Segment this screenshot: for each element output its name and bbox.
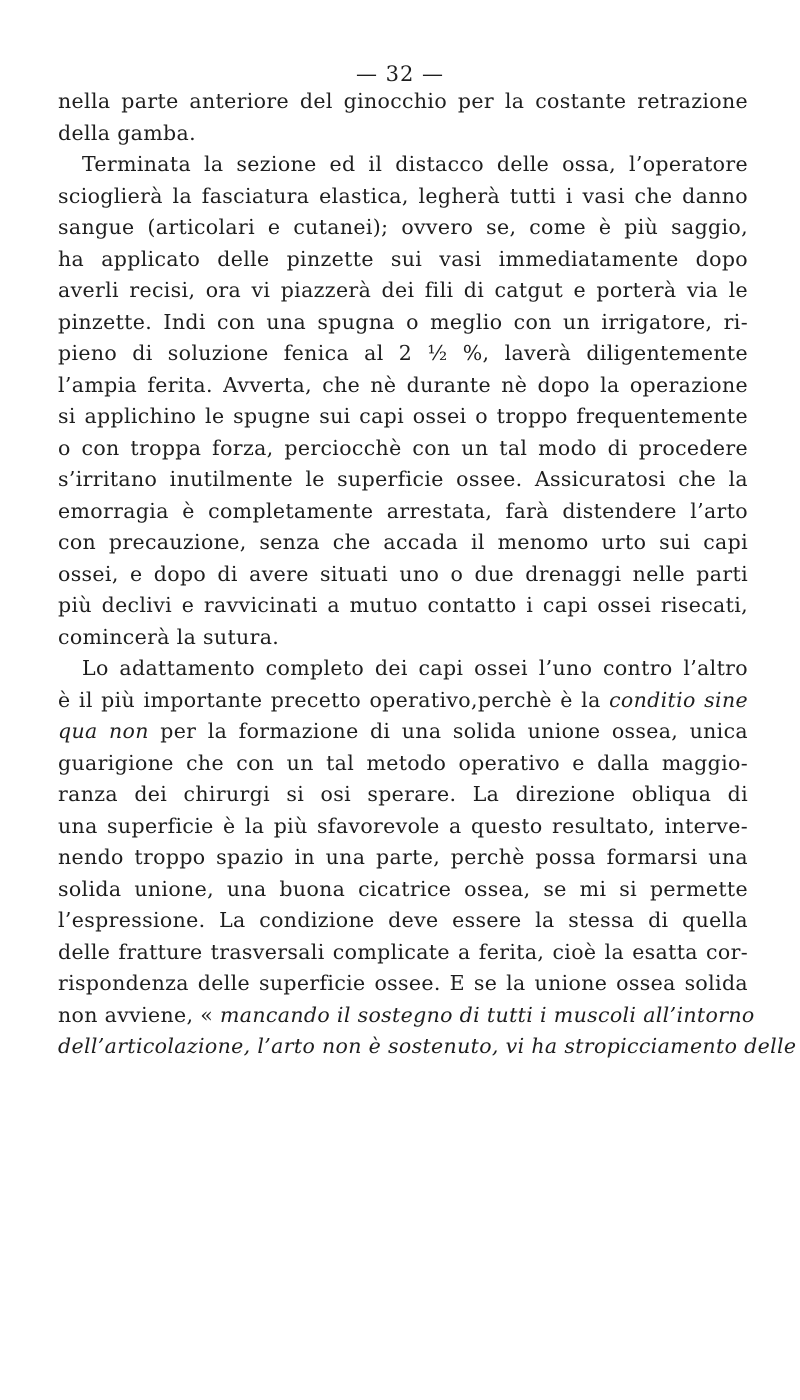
- text-line: [58, 433, 748, 465]
- text-segment: nella parte anteriore del ginocchio per la costante retrazione: [58, 89, 748, 113]
- text-segment: averli recisi, ora vi piazzerà dei fili di catgut e porterà via le: [58, 278, 748, 302]
- text-line: [58, 559, 748, 591]
- text-segment: è il più importante precetto operativo,perchè è la: [58, 687, 610, 712]
- text-line: [58, 1000, 755, 1032]
- text-line: [58, 275, 748, 307]
- text-line: [58, 905, 748, 937]
- text-segment: rispondenza delle superficie ossee. E se la unione ossea solida: [58, 971, 748, 995]
- text-segment: o con troppa forza, perciocchè con un tal modo di procedere: [58, 435, 748, 460]
- text-segment: con precauzione, senza che accada il menomo urto sui capi: [58, 530, 748, 554]
- text-line: [58, 464, 748, 496]
- text-line: [58, 527, 748, 559]
- text-segment: l’ampia ferita. Avverta, che nè durante nè dopo la operazione: [58, 372, 748, 397]
- text-segment: scioglierà la fasciatura elastica, legherà tutti i vasi che danno: [58, 183, 748, 208]
- italic-text: conditio sine: [609, 687, 748, 712]
- text-line: [58, 811, 748, 843]
- text-segment: solida unione, una buona cicatrice ossea, se mi si permette: [58, 876, 748, 901]
- text-segment: Lo adattamento completo dei capi ossei l’uno contro l’altro: [82, 656, 748, 680]
- text-segment: Terminata la sezione ed il distacco delle ossa, l’operatore: [82, 152, 748, 176]
- text-line: [58, 1031, 797, 1063]
- text-line: [58, 401, 748, 433]
- text-line: [58, 118, 748, 150]
- text-line: [58, 338, 748, 370]
- text-segment: nendo troppo spazio in una parte, perchè possa formarsi una: [58, 845, 748, 869]
- text-line: [58, 307, 748, 339]
- text-segment: emorragia è completamente arrestata, farà distendere l’arto: [58, 498, 748, 523]
- text-line: [58, 590, 748, 622]
- text-line: [58, 212, 748, 244]
- text-line: [58, 874, 748, 906]
- text-segment: guarigione che con un tal metodo operativo e dalla maggio-: [58, 750, 748, 775]
- text-segment: ranza dei chirurgi si osi sperare. La direzione obliqua di: [58, 782, 748, 806]
- italic-text: mancando il sostegno di tutti i muscoli all’intorno: [220, 1002, 755, 1027]
- italic-text: dell’articolazione, l’arto non è sostenuto, vi ha stropicciamento delle: [58, 1034, 797, 1058]
- text-segment: l’espressione. La condizione deve essere la stessa di quella: [58, 908, 748, 932]
- text-segment: non avviene, «: [58, 1002, 221, 1027]
- text-line: [58, 653, 748, 685]
- text-line: [58, 779, 748, 811]
- text-line: [58, 937, 748, 969]
- text-segment: si applichino le spugne sui capi ossei o troppo frequentemente: [58, 404, 748, 428]
- text-line: [58, 685, 748, 717]
- italic-text: qua non: [58, 719, 149, 743]
- text-line: [58, 496, 748, 528]
- text-line: [58, 181, 748, 213]
- text-line: [58, 149, 748, 181]
- text-segment: sangue (articolari e cutanei); ovvero se, come è più saggio,: [58, 215, 748, 239]
- text-line: [58, 86, 748, 118]
- text-line: [58, 244, 748, 276]
- text-segment: comincerà la sutura.: [58, 624, 280, 649]
- text-line: [58, 622, 748, 654]
- text-segment: ossei, e dopo di avere situati uno o due drenaggi nelle parti: [58, 561, 748, 586]
- text-segment: ha applicato delle pinzette sui vasi immediatamente dopo: [58, 246, 748, 271]
- text-line: [58, 370, 748, 402]
- text-segment: pinzette. Indi con una spugna o meglio con un irrigatore, ri-: [58, 309, 748, 334]
- page-number: — 32 —: [355, 62, 445, 86]
- text-line: [58, 968, 748, 1000]
- text-line: [58, 716, 748, 748]
- text-segment: delle fratture trasversali complicate a ferita, cioè la esatta cor-: [58, 939, 748, 964]
- text-segment: della gamba.: [58, 120, 196, 145]
- text-segment: pieno di soluzione fenica al 2 ½ %, laverà diligentemente: [58, 341, 748, 365]
- text-segment: s’irritano inutilmente le superficie ossee. Assicuratosi che la: [58, 467, 748, 491]
- body-text: [58, 86, 797, 1063]
- text-line: [58, 748, 748, 780]
- text-segment: più declivi e ravvicinati a mutuo contatto i capi ossei risecati,: [58, 593, 748, 617]
- text-line: [58, 842, 748, 874]
- text-segment: per la formazione di una solida unione ossea, unica: [148, 719, 748, 743]
- text-segment: una superficie è la più sfavorevole a questo resultato, interve-: [58, 813, 748, 838]
